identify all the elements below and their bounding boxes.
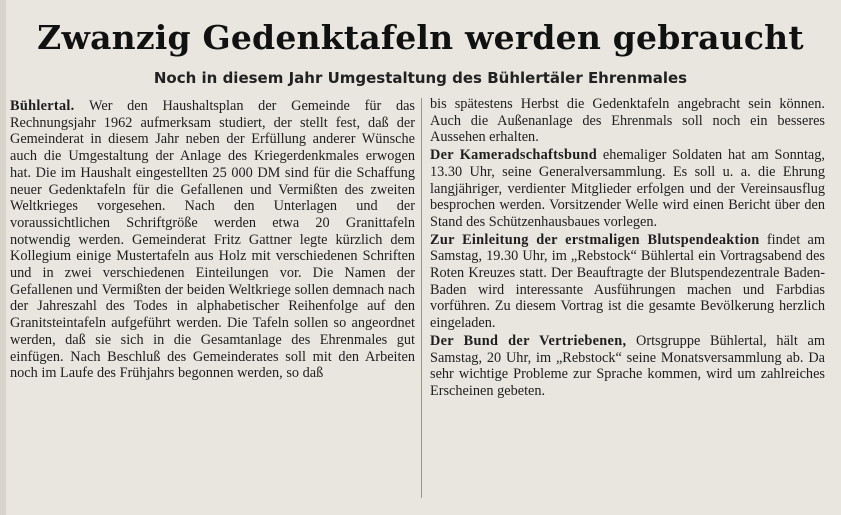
headline: Zwanzig Gedenktafeln werden gebraucht: [37, 18, 804, 57]
notice-lead: Zur Einleitung der erstmaligen Blutspendeaktion: [430, 231, 760, 248]
column-left: [10, 98, 415, 508]
main-article-text: Wer den Haushaltsplan der Gemeinde für das Rechnungsjahr 1962 aufmerksam studiert, der stellt fest, daß der Gemeinderat in diesem Jahr neben der Erfüllung anderer Wünsche auch die Umgestaltung der Anlage des Kriegerdenkmales erwogen hat. Die im Haushalt eingestellten 25 000 DM sind für die Schaffung neuer Gedenktafeln für die Gefallenen und Vermißten des zweiten Weltkrieges vorgesehen. Nach den Unterlagen und der voraussichtlichen Schriftgröße werden etwa 20 Granittafeln notwendig werden. Gemeinderat Fritz Gattner legte kürzlich dem Kollegium einige Mustertafeln aus Holz mit verschiedenen Schriften und in zwei verschiedenen Einteilungen vor. Die Namen der Gefallenen und Vermißten der beiden Weltkriege sollen demnach nach der Jahreszahl des Todes in alphabetischer Reihenfolge auf den Granitsteintafeln aufgeführt werden. Die Tafeln sollen so angeordnet werden, daß sie sich in die Gesamtanlage des Ehrenmales gut einfügen. Nach Beschluß des Gemeinderates soll mit den Arbeiten noch im Laufe des Frühjahrs begonnen werden, so daß: [10, 98, 415, 382]
notice-lead: Der Kameradschaftsbund: [430, 147, 598, 164]
notice-text: ehemaliger Soldaten hat am Sonntag, 13.30 Uhr, seine Generalversammlung. Es soll u. a. die Ehrung langjähriger, verdienter Mitglieder erfolgen und der Vereinsausflug besprochen werden. Vorsitzender Welle wird einen Bericht über den Stand des Schützenhausbaues vorlegen.: [430, 147, 825, 230]
column-divider: [421, 98, 422, 498]
notice-blutspende: [430, 232, 825, 332]
notice-kameradschaftsbund: [430, 147, 825, 231]
column-right: [430, 96, 825, 506]
notice-vertriebene: [430, 333, 825, 400]
notice-text: findet am Samstag, 19.30 Uhr, im „Rebstock“ Bühlertal ein Vortragsabend des Roten Kreuzes statt. Der Beauftragte der Blutspendezentrale Baden-Baden wird interessante Ausführungen machen und Farbdias vorführen. Zu diesem Vortrag ist die gesamte Bevölkerung herzlich eingeladen.: [430, 231, 825, 332]
main-article-continuation: bis spätestens Herbst die Gedenktafeln angebracht sein können. Auch die Außenanlage des Ehrenmals soll noch ein besseres Aussehen erhalten.: [430, 96, 825, 146]
main-article-paragraph: [10, 98, 415, 382]
subheadline: Noch in diesem Jahr Umgestaltung des Bühlertäler Ehrenmales: [153, 69, 688, 87]
notice-lead: Der Bund der Vertriebenen,: [430, 332, 627, 349]
notice-text: Ortsgruppe Bühlertal, hält am Samstag, 20 Uhr, im „Rebstock“ seine Monatsversammlung ab. Da sehr wichtige Probleme zur Sprache kommen, wird um zahlreiches Erscheinen gebeten.: [430, 332, 825, 399]
dateline: Bühlertal.: [10, 98, 75, 114]
